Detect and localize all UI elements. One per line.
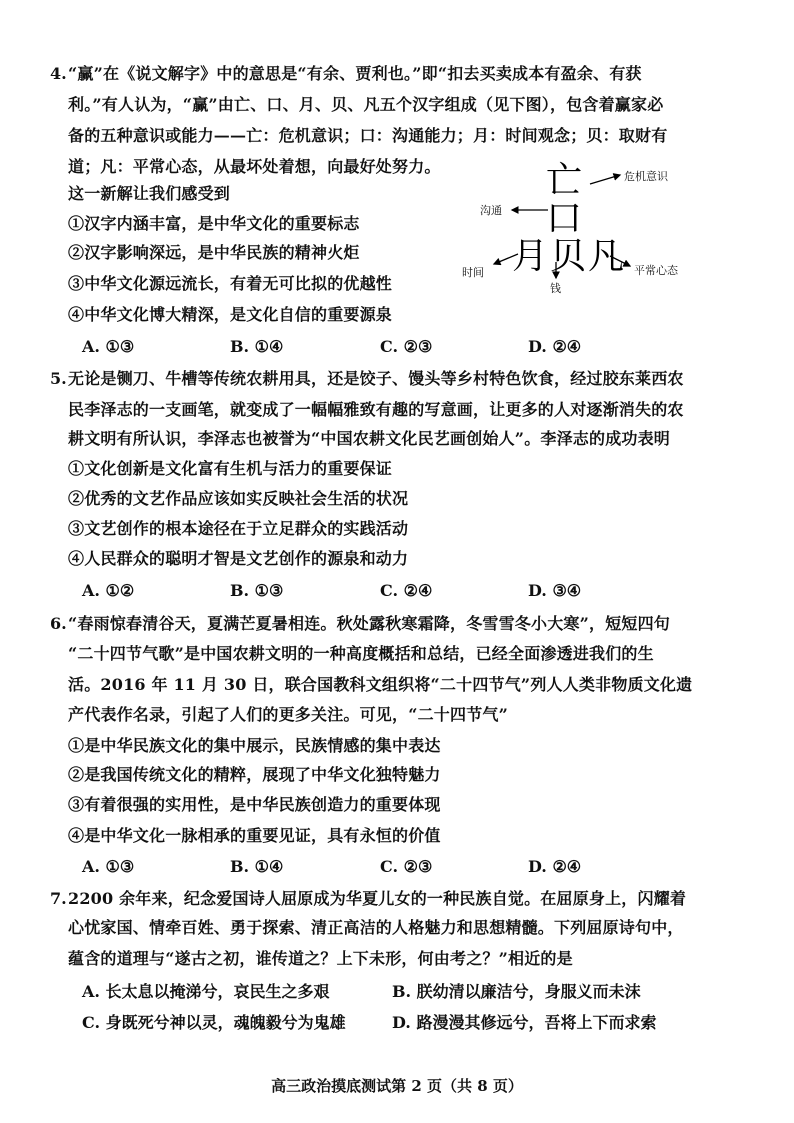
q6-option-c[interactable]: C. ②③ xyxy=(380,857,433,876)
q5-option-d[interactable]: D. ③④ xyxy=(528,581,582,600)
q7-option-c[interactable]: C. 身既死兮神以灵，魂魄毅兮为鬼雄 xyxy=(82,1013,346,1032)
label-money: 钱 xyxy=(550,282,561,295)
label-communication: 沟通 xyxy=(480,204,502,217)
q6-item-4: ④是中华文化一脉相承的重要见证，具有永恒的价值 xyxy=(68,826,441,845)
q7-number: 7. xyxy=(50,889,67,908)
q6-line-4: 产代表作名录，引起了人们的更多关注。可见，“二十四节气” xyxy=(68,705,509,724)
char-bei: 贝 xyxy=(550,236,587,277)
q6-item-1: ①是中华民族文化的集中展示，民族情感的集中表达 xyxy=(68,736,441,755)
q6-line-1: “春雨惊春清谷天，夏满芒夏暑相连。秋处露秋寒霜降，冬雪雪冬小大寒”，短短四句 xyxy=(68,614,671,633)
q5-option-a[interactable]: A. ①② xyxy=(82,581,135,600)
q7-line-3: 蕴含的道理与“遂古之初，谁传道之？上下未形，何由考之？”相近的是 xyxy=(68,949,573,968)
q4-number: 4. xyxy=(50,64,67,83)
q4-option-d[interactable]: D. ②④ xyxy=(528,337,582,356)
q5-option-c[interactable]: C. ②④ xyxy=(380,581,433,600)
char-kou: 口 xyxy=(546,198,583,239)
char-yue: 月 xyxy=(512,236,549,277)
q5-line-2: 民李泽志的一支画笔，就变成了一幅幅雅致有趣的写意画，让更多的人对逐渐消失的农 xyxy=(68,400,684,419)
q4-item-3: ③中华文化源远流长，有着无可比拟的优越性 xyxy=(68,274,393,293)
q4-line-4: 道；凡：平常心态，从最坏处着想，向最好处努力。 xyxy=(68,157,441,176)
label-normal: 平常心态 xyxy=(634,264,678,277)
q4-line-5: 这一新解让我们感受到 xyxy=(68,184,231,203)
q6-option-d[interactable]: D. ②④ xyxy=(528,857,582,876)
q6-number: 6. xyxy=(50,614,67,633)
q4-item-4: ④中华文化博大精深，是文化自信的重要源泉 xyxy=(68,305,393,324)
q7-line-2: 心忧家国、情牵百姓、勇于探索、清正高洁的人格魅力和思想精髓。下列屈原诗句中， xyxy=(68,918,684,937)
q5-line-3: 耕文明有所认识，李泽志也被誉为“中国农耕文化民艺画创始人”。李泽志的成功表明 xyxy=(68,429,671,448)
page-footer: 高三政治摸底测试第 2 页（共 8 页） xyxy=(271,1077,523,1095)
q4-item-1: ①汉字内涵丰富，是中华文化的重要标志 xyxy=(68,214,360,233)
char-wang: 亡 xyxy=(546,160,583,201)
q5-line-1: 无论是铡刀、牛槽等传统农耕用具，还是饺子、馒头等乡村特色饮食，经过胶东莱西农 xyxy=(68,369,684,388)
q7-option-d[interactable]: D. 路漫漫其修远兮，吾将上下而求索 xyxy=(392,1013,657,1032)
q4-line-2: 利。”有人认为，“赢”由亡、口、月、贝、凡五个汉字组成（见下图），包含着赢家必 xyxy=(68,95,664,114)
q5-number: 5. xyxy=(50,369,67,388)
q4-item-2: ②汉字影响深远，是中华民族的精神火炬 xyxy=(68,243,360,262)
q6-line-2: “二十四节气歌”是中国农耕文明的一种高度概括和总结，已经全面渗透进我们的生 xyxy=(68,644,654,663)
q5-item-4: ④人民群众的聪明才智是文艺创作的源泉和动力 xyxy=(68,549,409,568)
q7-line-1: 2200 余年来，纪念爱国诗人屈原成为华夏儿女的一种民族自觉。在屈原身上，闪耀着 xyxy=(68,889,687,908)
ying-character-diagram xyxy=(460,150,720,300)
arrow-danger xyxy=(590,175,620,184)
q5-item-2: ②优秀的文艺作品应该如实反映社会生活的状况 xyxy=(68,489,409,508)
label-danger: 危机意识 xyxy=(624,170,668,183)
q5-item-3: ③文艺创作的根本途径在于立足群众的实践活动 xyxy=(68,519,409,538)
q4-option-a[interactable]: A. ①③ xyxy=(82,337,135,356)
q6-item-2: ②是我国传统文化的精粹，展现了中华文化独特魅力 xyxy=(68,765,441,784)
q4-line-3: 备的五种意识或能力——亡：危机意识；口：沟通能力；月：时间观念；贝：取财有 xyxy=(68,126,668,145)
q6-option-b[interactable]: B. ①④ xyxy=(230,857,284,876)
q7-option-b[interactable]: B. 朕幼清以廉洁兮，身服义而未沫 xyxy=(392,982,641,1001)
char-fan: 凡 xyxy=(588,236,625,277)
label-time: 时间 xyxy=(462,266,484,279)
q4-option-b[interactable]: B. ①④ xyxy=(230,337,284,356)
q7-option-a[interactable]: A. 长太息以掩涕兮，哀民生之多艰 xyxy=(82,982,330,1001)
q5-item-1: ①文化创新是文化富有生机与活力的重要保证 xyxy=(68,459,393,478)
q5-option-b[interactable]: B. ①③ xyxy=(230,581,284,600)
q6-item-3: ③有着很强的实用性，是中华民族创造力的重要体现 xyxy=(68,795,441,814)
q4-option-c[interactable]: C. ②③ xyxy=(380,337,433,356)
q4-line-1: “赢”在《说文解字》中的意思是“有余、贾利也。”即“扣去买卖成本有盈余、有获 xyxy=(68,64,642,83)
q6-line-3: 活。2016 年 11 月 30 日，联合国教科文组织将“二十四节气”列人人类非物质文化遗 xyxy=(68,675,693,694)
q6-option-a[interactable]: A. ①③ xyxy=(82,857,135,876)
